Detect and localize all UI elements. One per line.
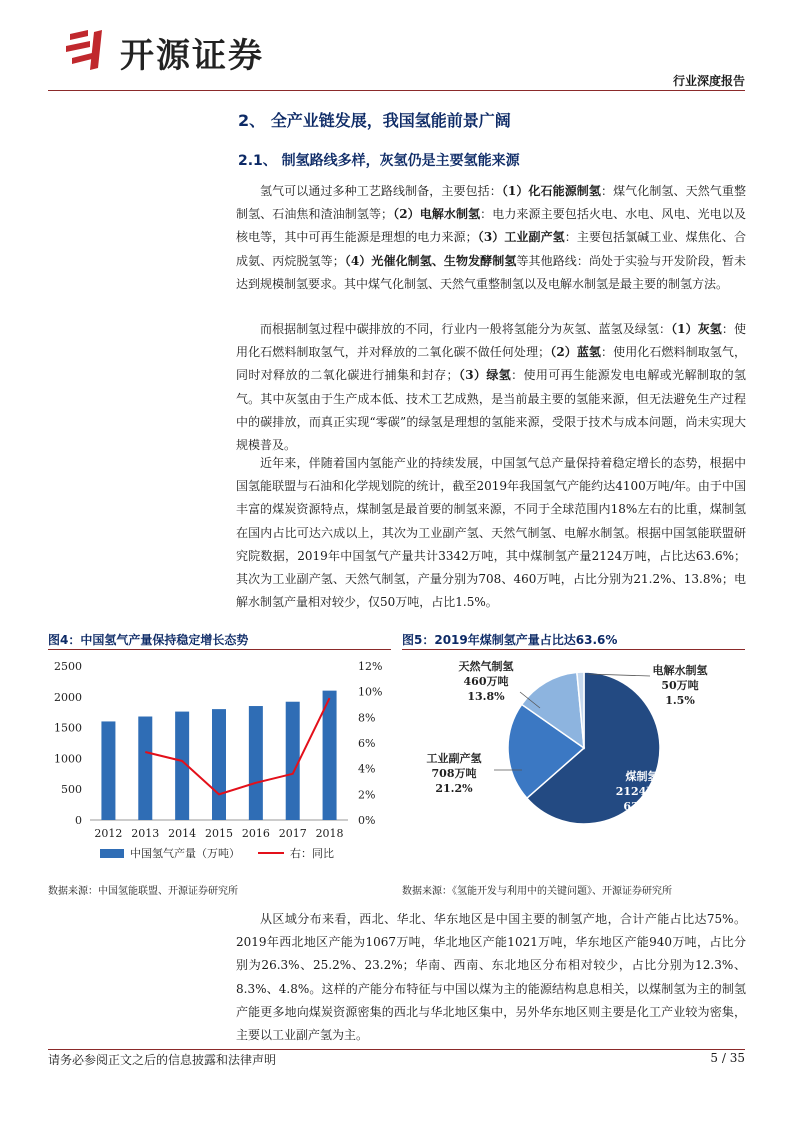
right-tick-label: 4%	[358, 762, 376, 776]
fig5-source: 数据来源：《氢能开发与利用中的关键问题》、开源证券研究所	[402, 886, 672, 897]
left-tick-label: 2000	[54, 690, 82, 704]
left-tick-label: 1000	[54, 752, 82, 766]
bar	[249, 706, 263, 820]
p2-text-c: ：使用化石燃料制取氢气，并对释放的二氧化碳不做任何处理；	[236, 322, 746, 360]
brand-logo	[60, 22, 320, 78]
pie-label-amount: 2124万吨	[615, 785, 669, 798]
left-tick-label: 0	[75, 814, 82, 827]
pie-label-name: 工业副产氢	[426, 752, 482, 765]
x-tick-label: 2012	[94, 827, 123, 840]
right-tick-label: 6%	[358, 737, 376, 750]
p2-bold-b: （1）灰氢	[671, 322, 722, 336]
fig5-pie-chart	[402, 652, 745, 874]
bar	[138, 717, 152, 820]
legend-line-label: 右：同比	[290, 847, 334, 860]
fig4-source: 数据来源：中国氢能联盟、开源证券研究所	[48, 886, 238, 897]
x-tick-label: 2016	[241, 827, 270, 840]
x-tick-label: 2013	[131, 827, 160, 840]
fig4-title: 图4：中国氢气产量保持稳定增长态势	[48, 633, 249, 647]
p1-text-c: ：煤气化制氢、天然气重整制氢、石油焦和渣油制氢等；	[236, 184, 746, 222]
footer-divider	[48, 1049, 745, 1050]
legend-bar-label: 中国氢气产量（万吨）	[130, 847, 240, 860]
section-title: 2、 全产业链发展，我国氢能前景广阔	[238, 111, 511, 130]
p1-text-i: 等其他路线：尚处于实验与开发阶段，暂未达到规模制氢要求。其中煤气化制氢、天然气重整制氢以及电解水制氢是最主要的制氢方法。	[236, 253, 746, 291]
x-tick-label: 2014	[168, 827, 197, 840]
paragraph-1	[236, 180, 746, 296]
left-tick-label: 2500	[54, 660, 82, 673]
section-subtitle: 2.1、 制氢路线多样，灰氢仍是主要氢能来源	[238, 153, 520, 169]
logo-mark-icon	[60, 22, 116, 78]
header-divider	[48, 90, 745, 91]
p2-text-a: 而根据制氢过程中碳排放的不同，行业内一般将氢能分为灰氢、蓝氢及绿氢：	[260, 322, 672, 336]
pie-label-percent: 1.5%	[665, 694, 695, 707]
fig4-title-divider	[48, 649, 391, 650]
p1-bold-d: （2）电解水制氢	[393, 207, 481, 222]
p1-text-a: 氢气可以通过多种工艺路线制备，主要包括：	[260, 184, 502, 198]
pie-label-amount: 460万吨	[463, 675, 509, 688]
p1-bold-h: （4）光催化制氢、生物发酵制氢	[344, 253, 517, 268]
left-tick-label: 1500	[54, 721, 82, 735]
p2-text-g: ：使用可再生能源发电电解或光解制取的氢气。其中灰氢由于生产成本低、技术工艺成熟，是当前最主要的氢能来源，但无法避免生产过程中的碳排放，而真正实现“零碳”的绿氢是理想的氢能来源，受限于技术与成本问题，尚未实现大规模普及。	[236, 368, 746, 453]
fig5-title: 图5：2019年煤制氢产量占比达63.6%	[402, 633, 618, 647]
bar	[212, 709, 226, 820]
x-tick-label: 2017	[278, 827, 307, 840]
pie-label-group	[653, 663, 708, 707]
legend-bar-swatch	[100, 849, 124, 858]
pie-label-group	[459, 659, 514, 703]
fig5-title-divider	[402, 649, 745, 650]
pie-label-amount: 50万吨	[661, 679, 699, 692]
right-tick-label: 10%	[358, 685, 383, 699]
footer-disclaimer: 请务必参阅正文之后的信息披露和法律声明	[48, 1053, 277, 1067]
right-tick-label: 8%	[358, 711, 376, 725]
pie-label-percent: 13.8%	[467, 690, 505, 703]
p2-bold-d: （2）蓝氢	[550, 345, 602, 360]
right-tick-label: 0%	[358, 814, 376, 827]
x-tick-label: 2015	[205, 827, 233, 840]
right-tick-label: 2%	[358, 788, 376, 802]
p1-text-e: ：电力来源主要包括火电、水电、风电、光电以及核电等，其中可再生能源是理想的电力来源；	[236, 207, 746, 245]
pie-label-percent: 63.6%	[623, 800, 661, 813]
p1-bold-f: （3）工业副产氢	[477, 230, 565, 245]
pie-label-percent: 21.2%	[435, 782, 473, 795]
bar	[286, 702, 300, 820]
pie-label-amount: 708万吨	[431, 767, 477, 780]
bar	[101, 721, 115, 820]
p2-text-e: ：使用化石燃料制取氢气，同时对释放的二氧化碳进行捕集和封存；	[236, 345, 746, 383]
report-type: 行业深度报告	[672, 74, 745, 88]
paragraph-2	[236, 318, 746, 457]
pie-label-name: 煤制氢	[625, 770, 659, 783]
p1-text-g: ：主要包括氯碱工业、煤焦化、合成氨、丙烷脱氢等；	[236, 230, 746, 268]
fig4-bar-line-chart	[48, 652, 391, 874]
paragraph-4: 从区域分布来看，西北、华北、华东地区是中国主要的制氢产地，合计产能占比达75%。2019年西北地区产能为1067万吨，华北地区产能1021万吨，华东地区产能940万吨，占比分别为26.3%、25.2%、23.2%；华南、西南、东北地区分布相对较少，占比分别为12.3%、8.3%、4.8%。这样的产能分布特征与中国以煤为主的能源结构息息相关，以煤制氢为主的制氢产能更多地向煤炭资源密集的西北与华北地区集中，另外华东地区则主要是化工产业较为密集，主要以工业副产氢为主。	[236, 912, 746, 1043]
p2-bold-f: （3）绿氢	[458, 368, 512, 383]
brand-name: 开源证券	[120, 36, 264, 76]
pie-label-name: 电解水制氢	[652, 664, 708, 677]
pie-label-group	[427, 751, 482, 795]
page-number: 5 / 35	[710, 1051, 745, 1065]
pie-label-name: 天然气制氢	[458, 660, 514, 673]
right-tick-label: 12%	[358, 660, 383, 673]
left-tick-label: 500	[61, 783, 82, 797]
paragraph-3: 近年来，伴随着国内氢能产业的持续发展，中国氢气总产量保持着稳定增长的态势，根据中国氢能联盟与石油和化学规划院的统计，截至2019年我国氢气产能约达4100万吨/年。由于中国丰富的煤炭资源特点，煤制氢是最首要的制氢来源，不同于全球范围内18%左右的比重，煤制氢在国内占比可达六成以上，其次为工业副产氢、天然气制氢、电解水制氢。根据中国氢能联盟研究院数据，2019年中国氢气产量共计3342万吨，其中煤制氢产量2124万吨，占比达63.6%；其次为工业副产氢、天然气制氢，产量分别为708、460万吨，占比分别为21.2%、13.8%；电解水制氢产量相对较少，仅50万吨，占比1.5%。	[236, 456, 746, 610]
p1-bold-b: （1）化石能源制氢	[501, 184, 601, 198]
growth-line	[145, 698, 329, 794]
x-tick-label: 2018	[315, 827, 344, 840]
